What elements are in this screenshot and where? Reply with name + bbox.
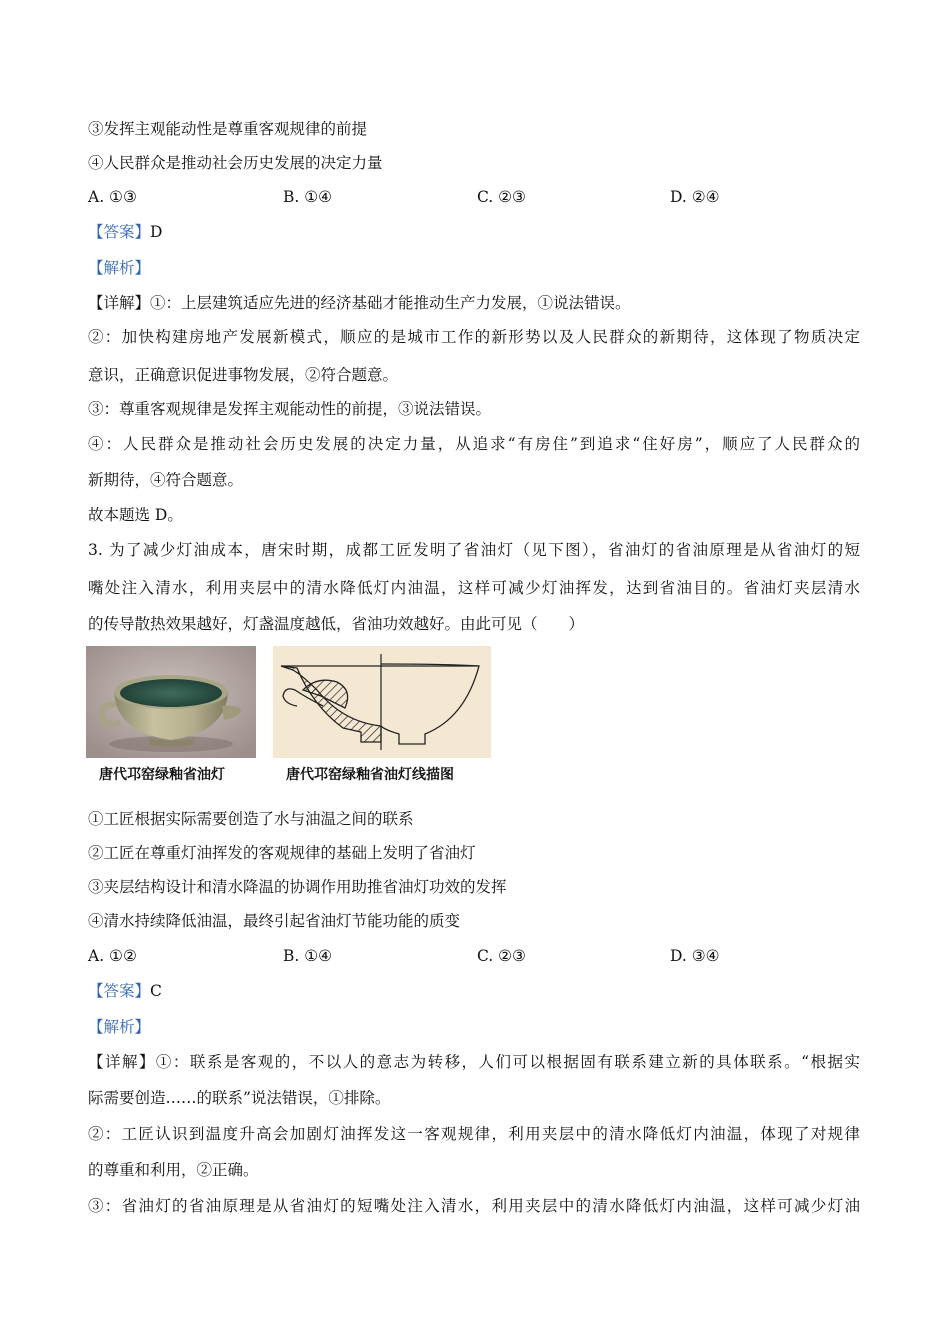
q3-statement-1: ①工匠根据实际需要创造了水与油温之间的联系	[88, 810, 414, 828]
option-c: C. ②③	[477, 188, 526, 206]
detail-text: ①：联系是客观的，不以人的意志为转移，人们可以根据固有联系建立新的具体联系。“根据实	[155, 1053, 860, 1071]
analysis-tag: 【解析】	[88, 259, 151, 277]
q3-stem-line-3: 的传导散热效果越好，灯盏温度越低，省油功效越好。由此可见（ ）	[88, 615, 585, 633]
statement-4: ④人民群众是推动社会历史发展的决定力量	[88, 154, 383, 172]
lamp-photo	[86, 646, 256, 762]
detail-1	[88, 292, 631, 314]
detail-text: ①：上层建筑适应先进的经济基础才能推动生产力发展，①说法错误。	[150, 294, 631, 312]
detail-tag: 【详解】	[88, 1053, 156, 1071]
conclusion: 故本题选 D。	[88, 506, 183, 524]
q3-analysis-tag: 【解析】	[88, 1018, 151, 1036]
answer-tag: 【答案】	[88, 982, 151, 1000]
answer-options	[88, 186, 860, 208]
q3-statement-2: ②工匠在尊重灯油挥发的客观规律的基础上发明了省油灯	[88, 844, 476, 862]
q3-answer-line	[88, 980, 162, 1002]
option-d: D. ③④	[670, 947, 720, 965]
detail-2-line-1: ②：加快构建房地产发展新模式，顺应的是城市工作的新形势以及人民群众的新期待，这体现了物质决定	[88, 328, 860, 346]
q3-answer-options	[88, 945, 860, 967]
caption-drawing: 唐代邛窑绿釉省油灯线描图	[286, 767, 454, 783]
caption-photo: 唐代邛窑绿釉省油灯	[99, 767, 225, 783]
answer-value: C	[150, 982, 162, 1000]
detail-3: ③：尊重客观规律是发挥主观能动性的前提，③说法错误。	[88, 400, 492, 418]
detail-4-line-2: 新期待，④符合题意。	[88, 471, 244, 489]
detail-tag: 【详解】	[88, 294, 151, 312]
q3-detail-2-line-1: ②：工匠认识到温度升高会加剧灯油挥发这一客观规律，利用夹层中的清水降低灯内油温，体现了对规律	[88, 1125, 860, 1143]
q3-statement-3: ③夹层结构设计和清水降温的协调作用助推省油灯功效的发挥	[88, 878, 507, 896]
q3-stem-line-1: 3. 为了减少灯油成本，唐宋时期，成都工匠发明了省油灯（见下图），省油灯的省油原理是从省油灯的短	[88, 541, 860, 559]
q3-detail-3-line-1: ③：省油灯的省油原理是从省油灯的短嘴处注入清水，利用夹层中的清水降低灯内油温，这样可减少灯油	[88, 1197, 860, 1215]
option-c: C. ②③	[477, 947, 526, 965]
option-b: B. ①④	[283, 188, 333, 206]
detail-4-line-1: ④：人民群众是推动社会历史发展的决定力量，从追求“有房住”到追求“住好房”，顺应了人民群众的	[88, 435, 860, 453]
option-b: B. ①④	[283, 947, 333, 965]
q3-statement-4: ④清水持续降低油温，最终引起省油灯节能功能的质变	[88, 912, 461, 930]
option-a: A. ①②	[88, 947, 137, 965]
detail-2-line-2: 意识，正确意识促进事物发展，②符合题意。	[88, 366, 399, 384]
q3-detail-1-line-2: 际需要创造……的联系”说法错误，①排除。	[88, 1089, 391, 1107]
statement-3: ③发挥主观能动性是尊重客观规律的前提	[88, 120, 368, 138]
option-a: A. ①③	[88, 188, 137, 206]
q3-stem-line-2: 嘴处注入清水，利用夹层中的清水降低灯内油温，这样可减少灯油挥发，达到省油目的。省油灯夹层清水	[88, 579, 860, 597]
q3-detail-2-line-2: 的尊重和利用，②正确。	[88, 1161, 259, 1179]
option-d: D. ②④	[670, 188, 720, 206]
lamp-line-drawing	[273, 646, 491, 762]
q3-detail-1-line-1	[88, 1051, 860, 1073]
answer-line	[88, 221, 162, 243]
answer-tag: 【答案】	[88, 223, 151, 241]
answer-value: D	[150, 223, 163, 241]
